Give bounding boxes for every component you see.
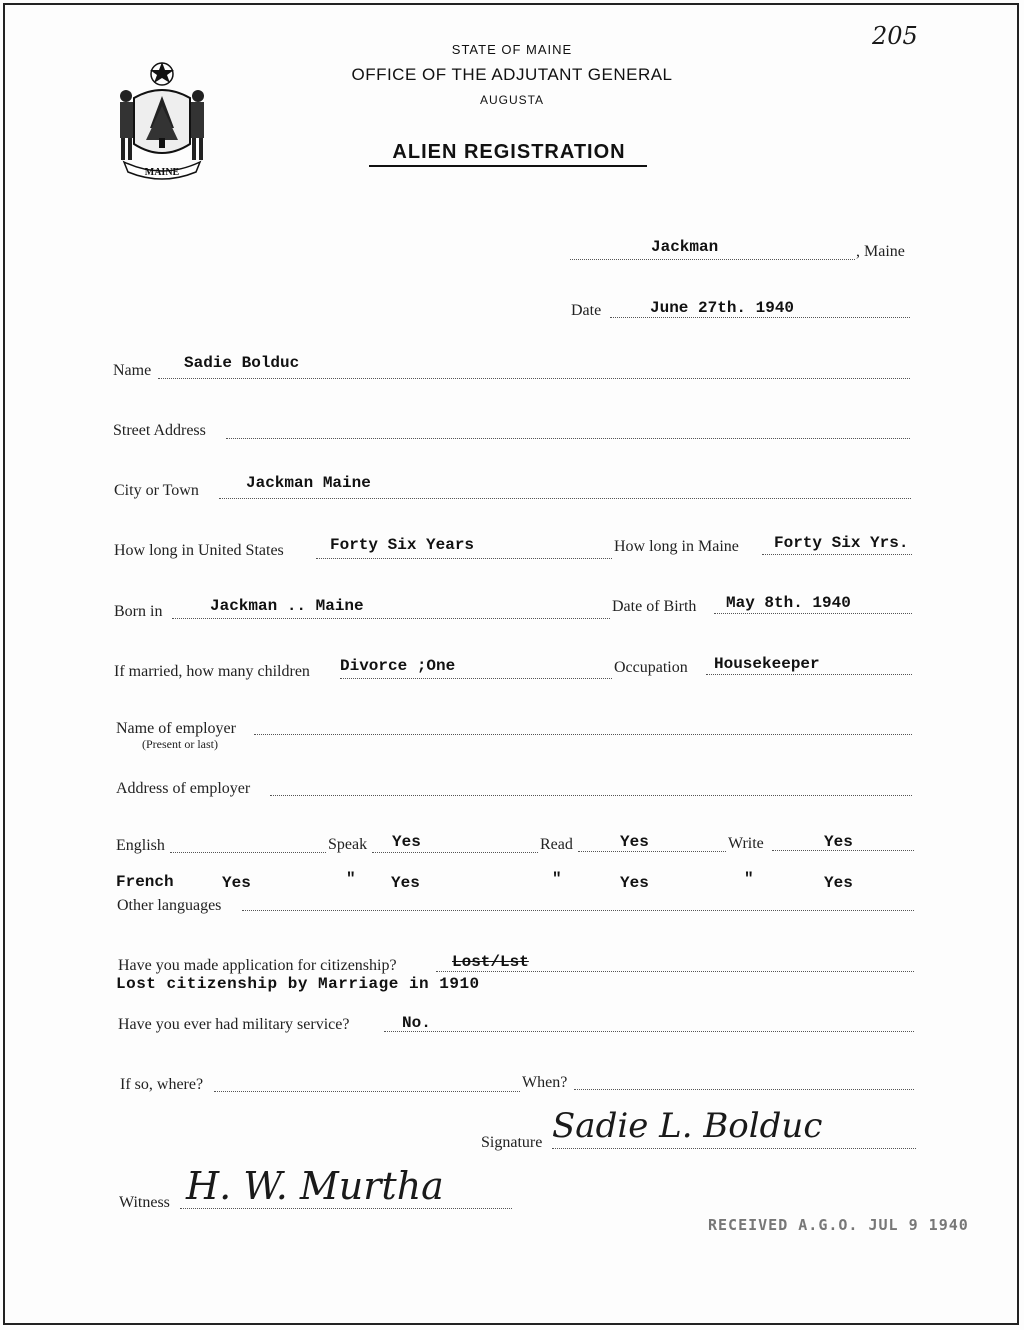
witness-label: Witness [119, 1194, 170, 1211]
french-write-value-2: Yes [824, 874, 853, 892]
ditto-mark-2: " [552, 870, 562, 888]
date-label: Date [571, 302, 602, 319]
read-label: Read [540, 836, 573, 853]
born-in-value: Jackman .. Maine [210, 597, 364, 615]
citizenship-label: Have you made application for citizenship? [118, 957, 397, 974]
received-stamp: RECEIVED A.G.O. JUL 9 1940 [708, 1216, 969, 1234]
how-long-maine-label: How long in Maine [614, 538, 739, 555]
location-value: Jackman [651, 238, 719, 256]
header-office: OFFICE OF THE ADJUTANT GENERAL [351, 65, 673, 84]
military-value: No. [402, 1014, 431, 1032]
witness-value: H. W. Murtha [186, 1164, 444, 1208]
how-long-us-value: Forty Six Years [330, 536, 475, 554]
citizenship-note: Lost citizenship by Marriage in 1910 [116, 975, 480, 993]
street-address-label: Street Address [113, 422, 206, 439]
employer-address-label: Address of employer [116, 780, 251, 797]
city-value: Jackman Maine [246, 474, 371, 492]
english-label: English [116, 837, 165, 854]
title-underline [369, 165, 647, 167]
french-read-value: Yes [391, 874, 420, 892]
signature-label: Signature [481, 1134, 543, 1151]
dob-label: Date of Birth [612, 598, 697, 615]
when-label: When? [522, 1074, 568, 1091]
dob-value: May 8th. 1940 [726, 594, 851, 612]
page-number: 205 [872, 22, 918, 50]
how-long-us-label: How long in United States [114, 542, 284, 559]
ditto-mark-1: " [346, 870, 356, 888]
children-label: If married, how many children [114, 663, 310, 680]
french-label: French [116, 873, 174, 891]
occupation-value: Housekeeper [714, 655, 820, 673]
date-value: June 27th. 1940 [650, 299, 795, 317]
employer-name-sublabel: (Present or last) [142, 737, 218, 751]
citizenship-value: Lost/Lst [452, 953, 529, 971]
seal-text: MAINE [144, 167, 180, 178]
speak-label: Speak [328, 836, 368, 853]
children-value: Divorce ;One [340, 657, 456, 675]
how-long-maine-value: Forty Six Yrs. [774, 534, 909, 552]
header-city: AUGUSTA [479, 93, 545, 107]
occupation-label: Occupation [614, 659, 688, 676]
born-in-label: Born in [114, 603, 163, 620]
english-speak-value: Yes [392, 833, 421, 851]
english-write-value: Yes [824, 833, 853, 851]
name-value: Sadie Bolduc [184, 354, 300, 372]
write-label: Write [728, 835, 764, 852]
signature-value: Sadie L. Bolduc [552, 1106, 823, 1146]
english-read-value: Yes [620, 833, 649, 851]
employer-name-label: Name of employer [116, 720, 236, 737]
city-label: City or Town [114, 482, 199, 499]
if-so-where-label: If so, where? [120, 1076, 204, 1093]
french-speak-value: Yes [222, 874, 251, 892]
location-suffix: , Maine [856, 243, 905, 260]
ditto-mark-3: " [744, 870, 754, 888]
name-label: Name [113, 362, 152, 379]
military-label: Have you ever had military service? [118, 1016, 350, 1033]
other-languages-label: Other languages [117, 897, 222, 914]
french-write-value-1: Yes [620, 874, 649, 892]
header-state: STATE OF MAINE [451, 42, 573, 57]
form-title: ALIEN REGISTRATION [392, 141, 626, 163]
